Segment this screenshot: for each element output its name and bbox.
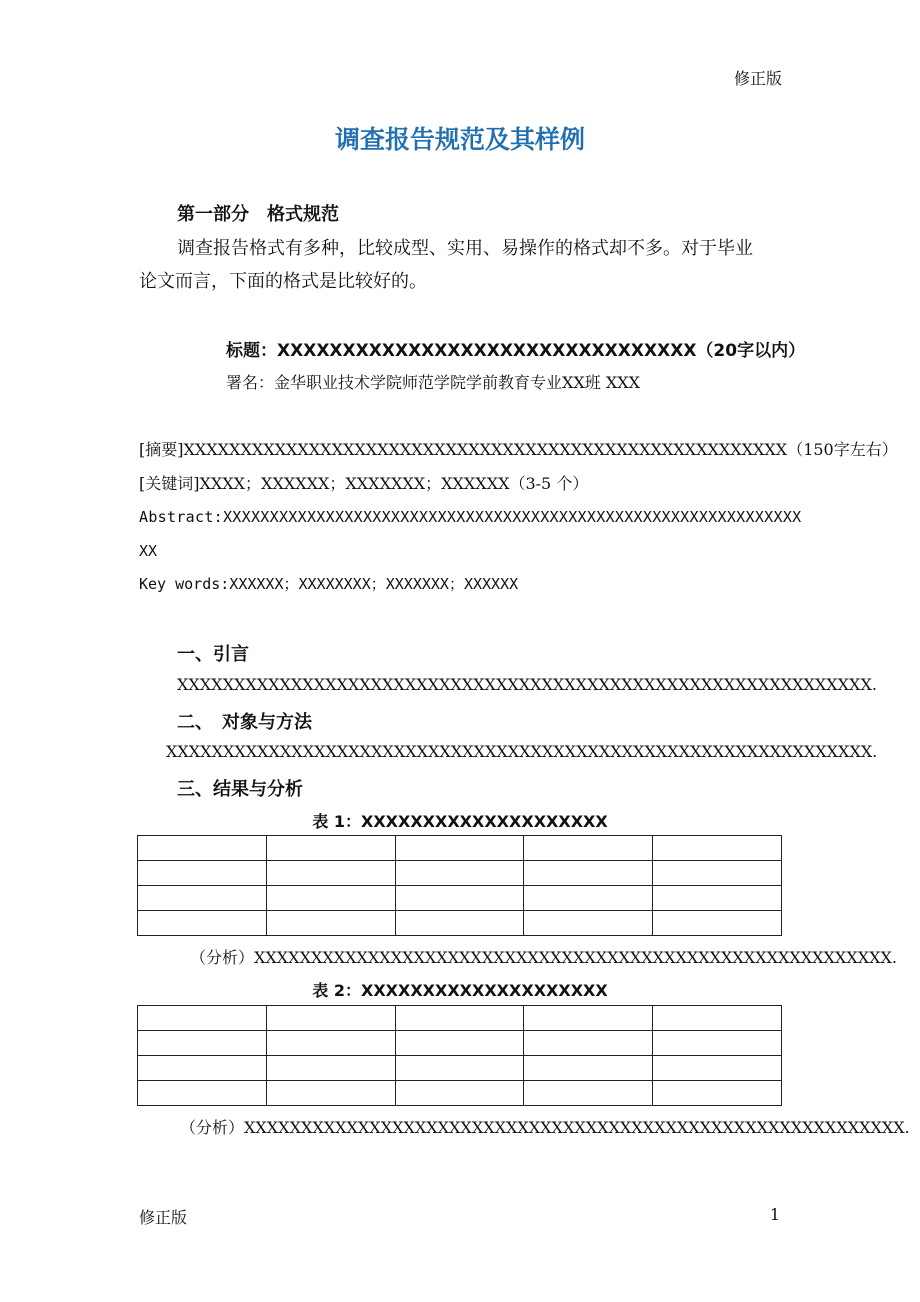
header-version-label: 修正版 xyxy=(733,69,782,88)
table-cell xyxy=(266,1056,395,1081)
section2-text: XXXXXXXXXXXXXXXXXXXXXXXXXXXXXXXXXXXXXXXXXXXXXXXXXXXXXXXXXXXXXX. xyxy=(166,742,878,761)
table-cell xyxy=(653,1056,782,1081)
table-row xyxy=(138,1031,782,1056)
table-cell xyxy=(395,886,524,911)
table2-caption: 表 2：XXXXXXXXXXXXXXXXXXXX xyxy=(312,981,608,1000)
table-row xyxy=(138,911,782,936)
table-cell xyxy=(395,1031,524,1056)
table-cell xyxy=(138,886,267,911)
table2-analysis: （分析）XXXXXXXXXXXXXXXXXXXXXXXXXXXXXXXXXXXXXXXXXXXXXXXXXXXXXXXXXX. xyxy=(180,1118,910,1137)
table-cell xyxy=(395,861,524,886)
table-2 xyxy=(137,1005,782,1106)
template-title-line: 标题：XXXXXXXXXXXXXXXXXXXXXXXXXXXXXXXX（20字以内） xyxy=(226,341,806,361)
section2-heading: 二、 对象与方法 xyxy=(177,712,312,733)
table-cell xyxy=(138,1031,267,1056)
table-cell xyxy=(266,1031,395,1056)
table-cell xyxy=(395,911,524,936)
page-title: 调查报告规范及其样例 xyxy=(334,125,585,154)
table-cell xyxy=(395,1081,524,1106)
table-cell xyxy=(653,861,782,886)
keywords-en: Key words:XXXXXX；XXXXXXXX；XXXXXXX；XXXXXX xyxy=(139,575,519,593)
footer-page-number: 1 xyxy=(769,1205,780,1224)
abstract-en-line2: XX xyxy=(139,542,158,560)
table-cell xyxy=(653,1006,782,1031)
template-signature-line: 署名：金华职业技术学院师范学院学前教育专业XX班 XXX xyxy=(226,373,641,392)
section1-heading: 一、引言 xyxy=(177,644,249,665)
table-cell xyxy=(138,1081,267,1106)
table-cell xyxy=(266,1006,395,1031)
part1-intro-line2: 论文而言，下面的格式是比较好的。 xyxy=(139,271,427,292)
section1-text: XXXXXXXXXXXXXXXXXXXXXXXXXXXXXXXXXXXXXXXXXXXXXXXXXXXXXXXXXXXXX. xyxy=(177,675,877,694)
table-cell xyxy=(524,836,653,861)
table-cell xyxy=(266,911,395,936)
table-cell xyxy=(524,911,653,936)
table-cell xyxy=(653,1031,782,1056)
table-cell xyxy=(524,861,653,886)
table-cell xyxy=(653,886,782,911)
table-cell xyxy=(266,861,395,886)
table1-analysis: （分析）XXXXXXXXXXXXXXXXXXXXXXXXXXXXXXXXXXXXXXXXXXXXXXXXXXXXXXXX. xyxy=(190,948,897,967)
abstract-en-line1: Abstract:XXXXXXXXXXXXXXXXXXXXXXXXXXXXXXXXXXXXXXXXXXXXXXXXXXXXXXXXXXXXXX xyxy=(139,508,802,526)
table-cell xyxy=(524,1031,653,1056)
table-cell xyxy=(653,1081,782,1106)
table-row xyxy=(138,886,782,911)
table-row xyxy=(138,1081,782,1106)
table-cell xyxy=(266,886,395,911)
table-cell xyxy=(138,1006,267,1031)
table-cell xyxy=(395,1056,524,1081)
table-cell xyxy=(266,1081,395,1106)
table-cell xyxy=(138,1056,267,1081)
table-cell xyxy=(395,836,524,861)
table-cell xyxy=(653,836,782,861)
table-cell xyxy=(266,836,395,861)
table-cell xyxy=(524,1006,653,1031)
table-cell xyxy=(138,911,267,936)
table-cell xyxy=(524,886,653,911)
table-row xyxy=(138,836,782,861)
abstract-cn: [摘要]XXXXXXXXXXXXXXXXXXXXXXXXXXXXXXXXXXXXXXXXXXXXXXXXXXXXX（150字左右） xyxy=(139,440,898,459)
part1-heading: 第一部分 格式规范 xyxy=(177,204,339,225)
table-row xyxy=(138,1056,782,1081)
footer-version-label: 修正版 xyxy=(139,1208,188,1227)
table-cell xyxy=(524,1081,653,1106)
keywords-cn: [关键词]XXXX；XXXXXX；XXXXXXX；XXXXXX（3-5 个） xyxy=(139,474,589,493)
part1-intro-line1: 调查报告格式有多种，比较成型、实用、易操作的格式却不多。对于毕业 xyxy=(177,238,753,259)
table-row xyxy=(138,861,782,886)
table-row xyxy=(138,1006,782,1031)
table-cell xyxy=(524,1056,653,1081)
table-1 xyxy=(137,835,782,936)
table-cell xyxy=(138,861,267,886)
section3-heading: 三、结果与分析 xyxy=(177,779,303,800)
table-cell xyxy=(138,836,267,861)
table1-caption: 表 1：XXXXXXXXXXXXXXXXXXXX xyxy=(312,812,608,831)
table-cell xyxy=(395,1006,524,1031)
table-cell xyxy=(653,911,782,936)
